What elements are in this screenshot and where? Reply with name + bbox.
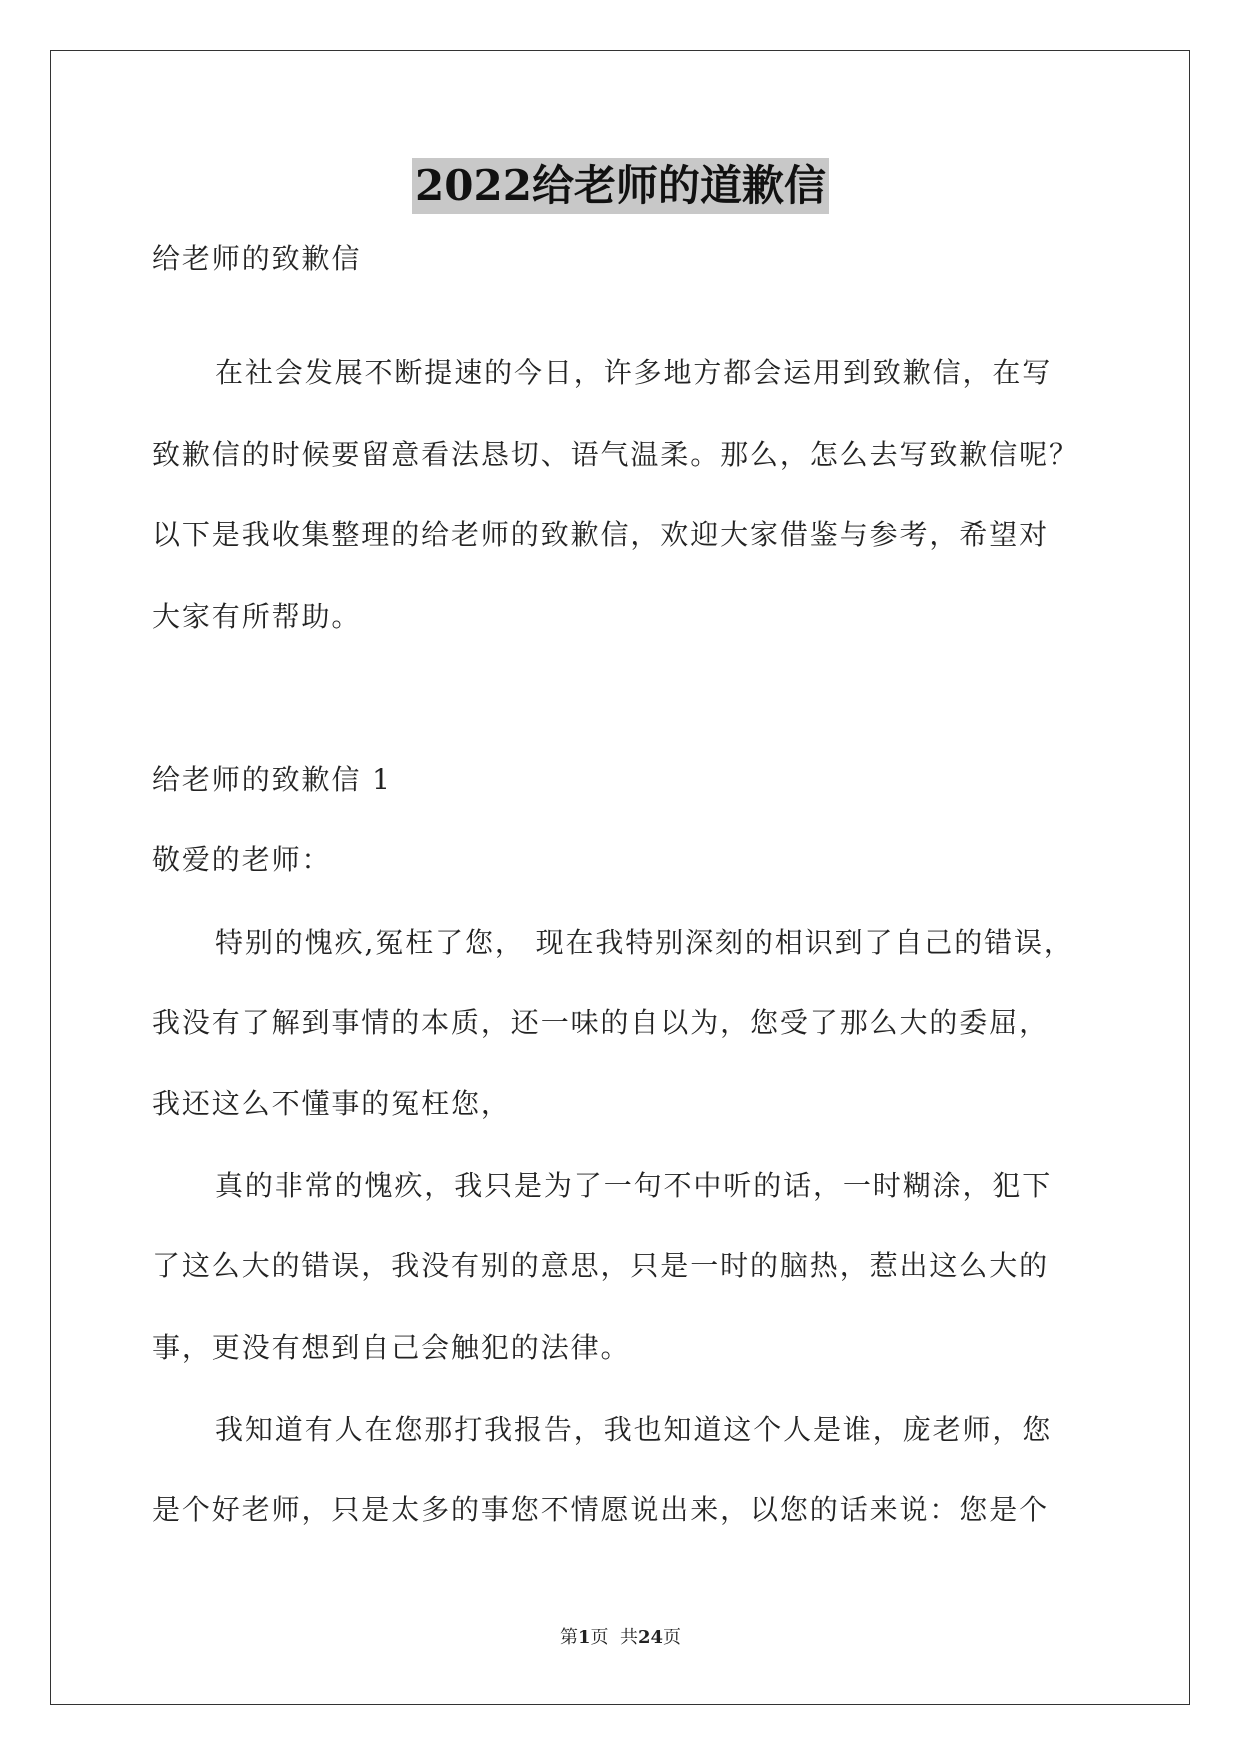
- title-container: [0, 158, 1241, 214]
- paragraph-line: 特别的愧疚,冤枉了您， 现在我特别深刻的相识到了自己的错误，: [215, 926, 1074, 959]
- paragraph-line: 真的非常的愧疚，我只是为了一句不中听的话，一时糊涂，犯下: [215, 1169, 1053, 1202]
- paragraph-line: 我还这么不懂事的冤枉您，: [152, 1087, 511, 1120]
- paragraph-line: 是个好老师，只是太多的事您不情愿说出来，以您的话来说：您是个: [152, 1493, 1050, 1526]
- paragraph-line: 我没有了解到事情的本质，还一味的自以为，您受了那么大的委屈，: [152, 1006, 1050, 1039]
- heading-line: 给老师的致歉信: [152, 242, 362, 275]
- salutation: 敬爱的老师：: [152, 843, 332, 876]
- paragraph-line: 大家有所帮助。: [152, 600, 362, 633]
- paragraph-line: 致歉信的时候要留意看法恳切、语气温柔。那么，怎么去写致歉信呢？: [152, 438, 1079, 471]
- page-label-mid: 页 共: [590, 1627, 638, 1648]
- paragraph-line: 事，更没有想到自己会触犯的法律。: [152, 1331, 631, 1364]
- page-footer: [0, 1626, 1241, 1650]
- current-page-number: 1: [577, 1627, 591, 1648]
- paragraph-line: 了这么大的错误，我没有别的意思，只是一时的脑热，惹出这么大的: [152, 1249, 1050, 1282]
- paragraph-line: 以下是我收集整理的给老师的致歉信，欢迎大家借鉴与参考，希望对: [152, 518, 1050, 551]
- document-title: 2022给老师的道歉信: [412, 158, 829, 214]
- paragraph-line: 在社会发展不断提速的今日，许多地方都会运用到致歉信，在写: [215, 356, 1053, 389]
- section-heading: 给老师的致歉信 1: [152, 763, 392, 796]
- paragraph-line: 我知道有人在您那打我报告，我也知道这个人是谁，庞老师，您: [215, 1413, 1053, 1446]
- total-page-number: 24: [637, 1627, 664, 1648]
- page-label-suffix: 页: [663, 1627, 682, 1648]
- page-label-prefix: 第: [559, 1627, 578, 1648]
